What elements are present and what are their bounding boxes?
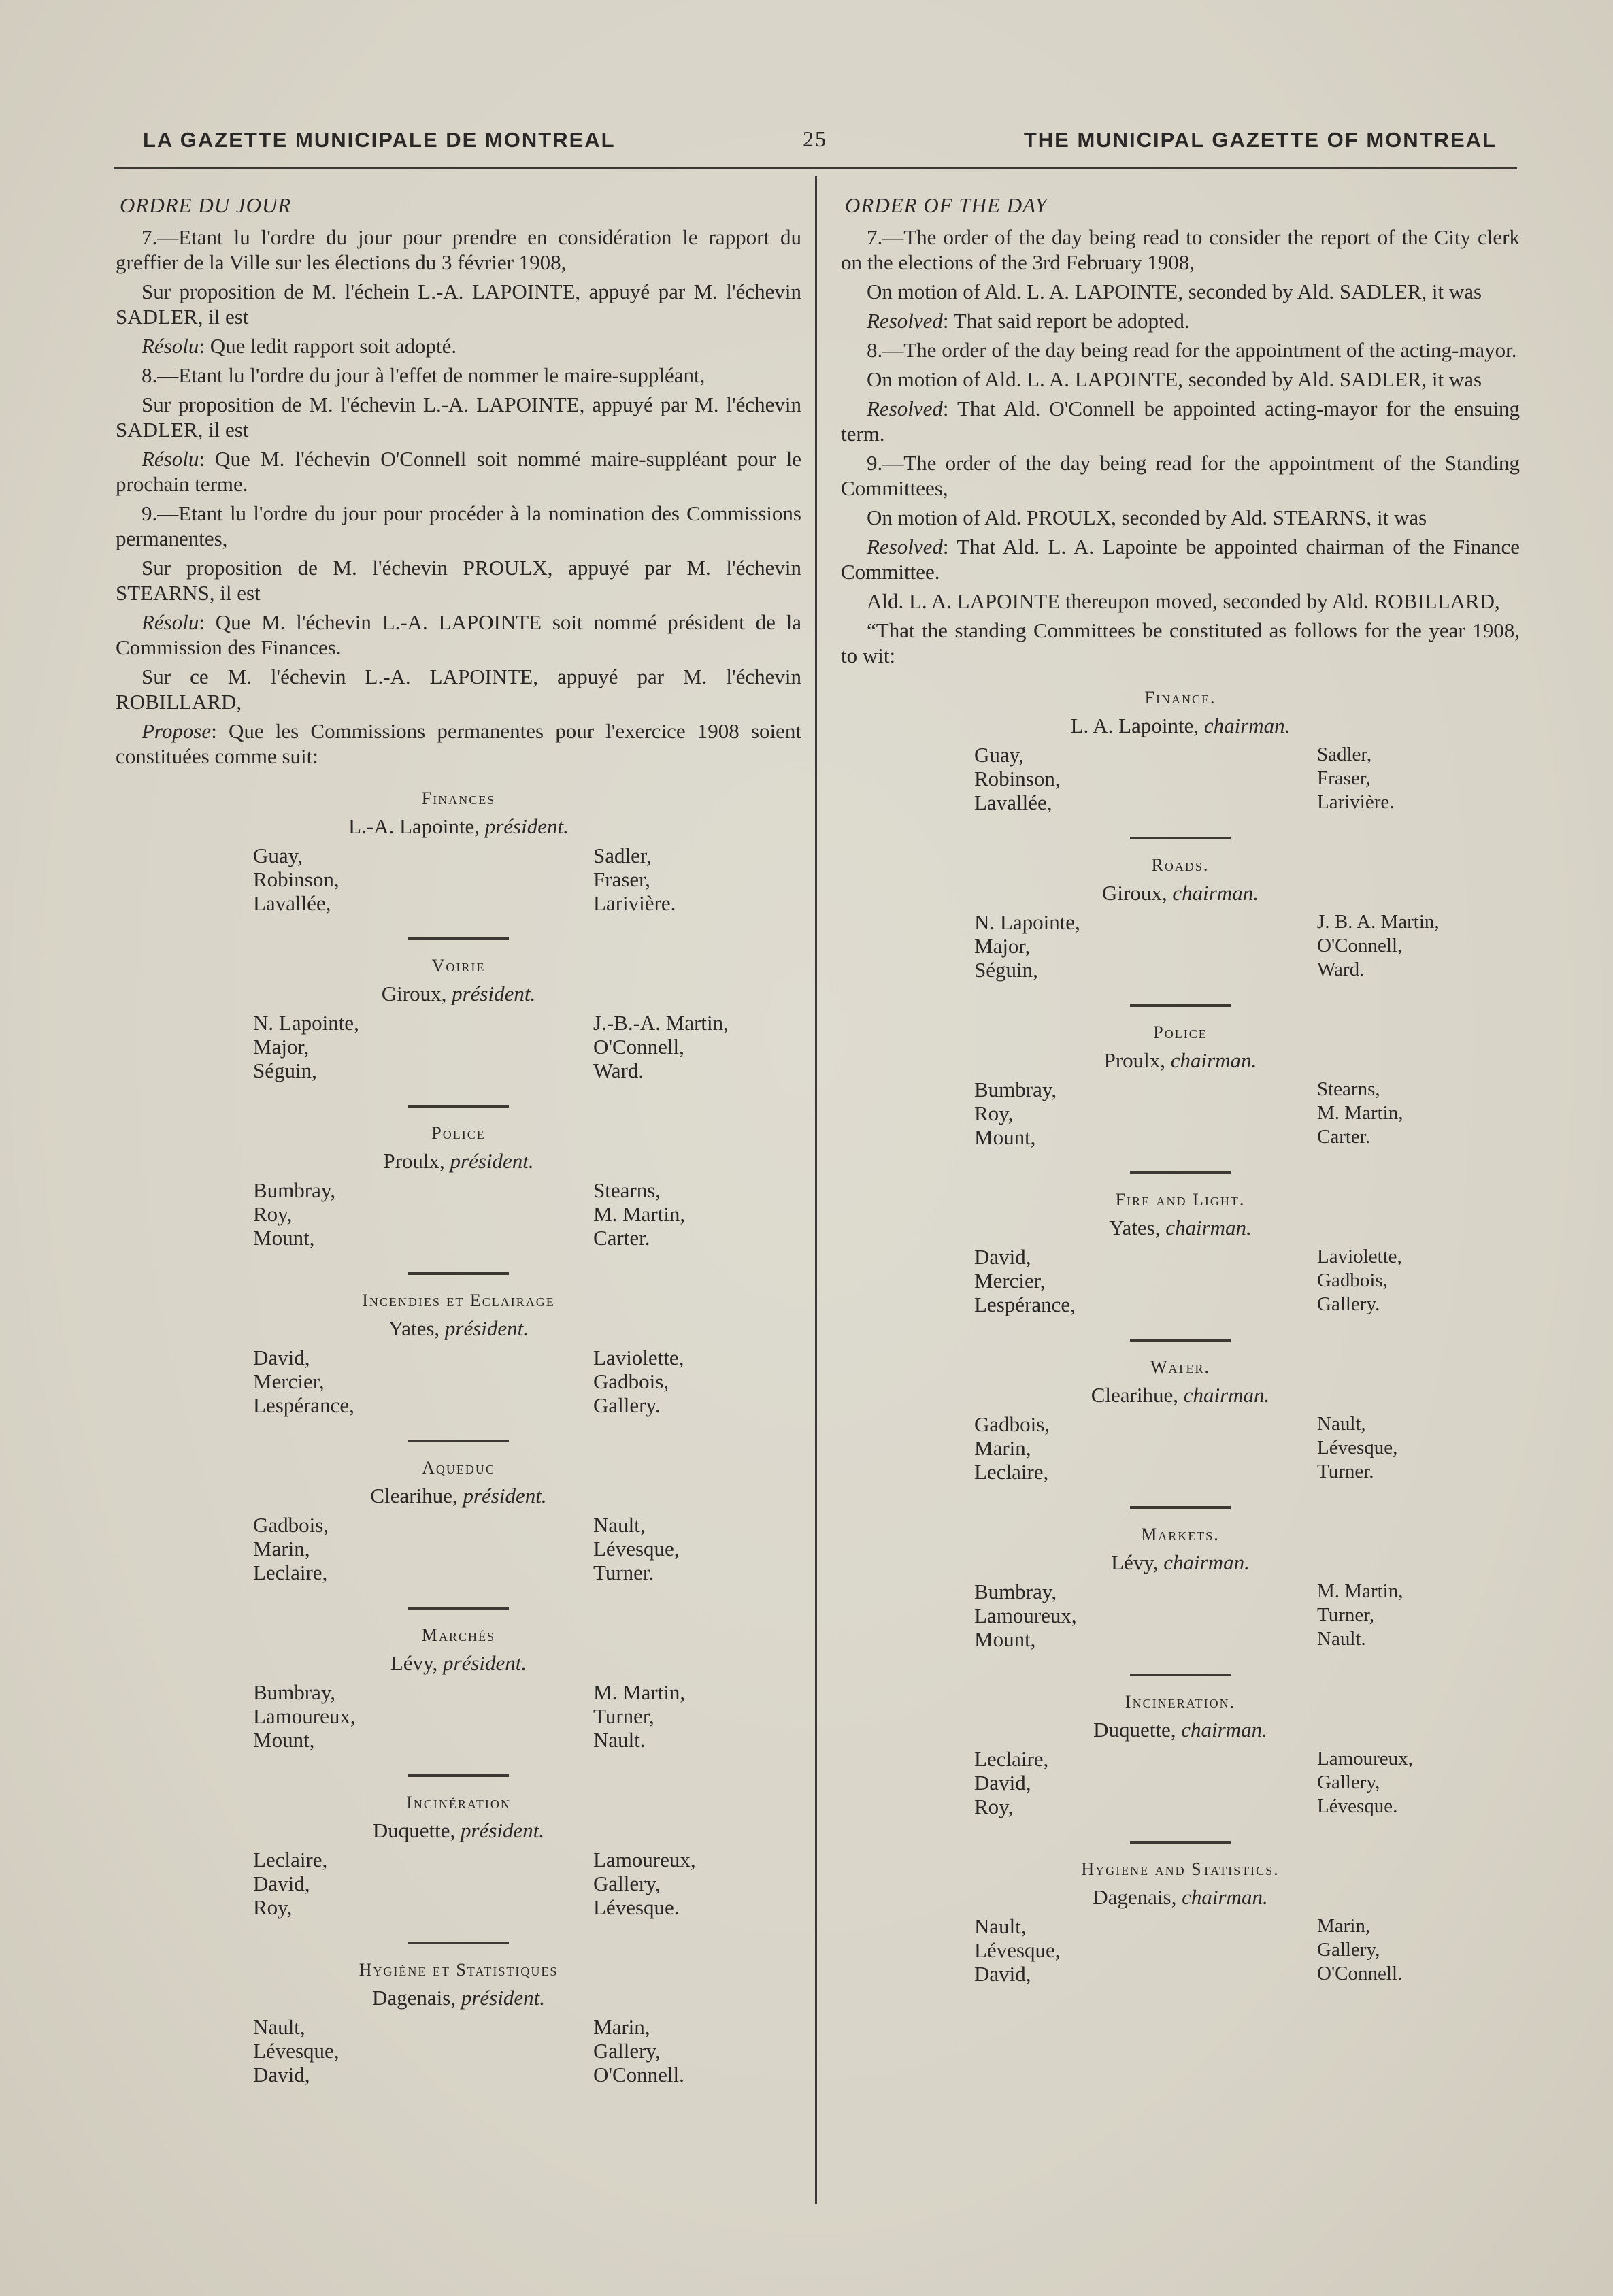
committee-chair: Lévy, chairman. <box>1111 1550 1250 1574</box>
member-name: Sadler, <box>1317 744 1372 765</box>
member-name: David, <box>974 1771 1031 1795</box>
members-column-left <box>253 1680 356 1752</box>
committee-chair: Giroux, président. <box>381 982 536 1005</box>
member-name: Lespérance, <box>253 1393 354 1417</box>
committee-chair: Yates, président. <box>388 1316 529 1340</box>
member-name: N. Lapointe, <box>974 910 1080 934</box>
member-name: Lévesque, <box>974 1938 1061 1962</box>
members-column-left <box>974 1580 1077 1651</box>
committee-block <box>116 1622 801 1777</box>
header-french-title: LA GAZETTE MUNICIPALE DE MONTREAL <box>143 128 616 152</box>
committee-separator <box>1130 1841 1231 1844</box>
member-name: Robinson, <box>253 867 339 891</box>
committee-block <box>841 1688 1520 1844</box>
member-name: Leclaire, <box>974 1460 1049 1484</box>
committee-members <box>841 1744 1520 1825</box>
members-column-right <box>1317 1914 1402 1986</box>
member-name: Lévesque, <box>253 2039 339 2063</box>
committee-name: Aqueduc <box>422 1458 495 1478</box>
member-name: Ward. <box>1317 959 1365 980</box>
member-name: Roy, <box>974 1101 1014 1125</box>
member-name: Gadbois, <box>974 1412 1050 1436</box>
en-para-resolved-2: Resolved: That Ald. O'Connell be appointed acting-mayor for the ensuing term. <box>841 397 1520 446</box>
member-name: O'Connell, <box>1317 935 1403 956</box>
page-number: 25 <box>803 127 827 151</box>
en-para-that: “That the standing Committees be constituted as follows for the year 1908, to wit: <box>841 618 1520 667</box>
member-name: J.-B.-A. Martin, <box>593 1011 729 1035</box>
en-committee-list <box>841 684 1520 1992</box>
committee-members <box>116 841 801 921</box>
committee-name: Hygiene and Statistics. <box>1081 1859 1280 1879</box>
member-name: Leclaire, <box>974 1747 1049 1771</box>
members-column-left <box>974 1245 1076 1316</box>
members-column-right <box>1317 1747 1413 1818</box>
member-name: Stearns, <box>593 1178 661 1202</box>
member-name: Larivière. <box>1317 791 1395 813</box>
running-head <box>143 128 1497 162</box>
members-column-right <box>593 1848 696 1919</box>
member-name: Gallery. <box>1317 1293 1380 1315</box>
committee-chair: Lévy, président. <box>390 1651 527 1675</box>
member-name: Lamoureux, <box>974 1603 1077 1627</box>
member-name: Ward. <box>593 1059 644 1082</box>
fr-para-motion-4: Sur ce M. l'échevin L.-A. LAPOINTE, appuyé par M. l'échevin ROBILLARD, <box>116 665 801 714</box>
member-name: Turner, <box>1317 1604 1374 1626</box>
member-name: Marin, <box>253 1537 310 1561</box>
member-name: Nault, <box>253 2015 305 2039</box>
member-name: Larivière. <box>593 891 676 915</box>
committee-members <box>116 1845 801 1925</box>
member-name: Marin, <box>1317 1915 1371 1937</box>
english-column <box>841 193 1520 1992</box>
committee-block <box>116 1789 801 1944</box>
member-name: Bumbray, <box>253 1680 336 1704</box>
committee-members <box>841 1242 1520 1322</box>
committee-members <box>116 1176 801 1256</box>
committee-chair: Yates, chairman. <box>1109 1216 1252 1239</box>
member-name: Turner. <box>1317 1461 1374 1482</box>
member-name: Laviolette, <box>1317 1246 1402 1267</box>
members-column-left <box>253 2015 339 2086</box>
member-name: Roy, <box>253 1895 293 1919</box>
member-name: Gallery, <box>593 1871 661 1895</box>
committee-chair: Giroux, chairman. <box>1102 881 1259 905</box>
committee-members <box>841 1410 1520 1490</box>
member-name: Mount, <box>974 1627 1036 1651</box>
en-para-motion-1: On motion of Ald. L. A. LAPOINTE, seconded by Ald. SADLER, it was <box>867 280 1482 303</box>
committee-members <box>841 1912 1520 1992</box>
committee-name: Roads. <box>1151 855 1210 875</box>
members-column-left <box>253 1346 354 1417</box>
members-column-left <box>253 1011 359 1082</box>
committee-name: Police <box>431 1123 486 1143</box>
committee-separator <box>1130 1339 1231 1342</box>
committee-name: Hygiène et Statistiques <box>359 1960 559 1980</box>
committee-separator <box>408 937 509 940</box>
members-column-right <box>593 1178 685 1250</box>
french-column <box>116 193 801 2093</box>
committee-members <box>841 1577 1520 1657</box>
member-name: Major, <box>974 934 1031 958</box>
member-name: Bumbray, <box>974 1580 1057 1603</box>
committee-members <box>841 908 1520 988</box>
committee-separator <box>1130 1004 1231 1007</box>
committee-name: Finance. <box>1144 688 1216 708</box>
committee-separator <box>408 1774 509 1777</box>
committee-separator <box>408 1440 509 1442</box>
en-para-resolved-3: Resolved: That Ald. L. A. Lapointe be appointed chairman of the Finance Committee. <box>841 535 1520 584</box>
committee-name: Police <box>1153 1022 1208 1042</box>
member-name: Fraser, <box>1317 767 1371 789</box>
member-name: Leclaire, <box>253 1561 328 1584</box>
member-name: Leclaire, <box>253 1848 328 1871</box>
fr-para-motion-2: Sur proposition de M. l'échevin L.-A. LAPOINTE, appuyé par M. l'échevin SADLER, il est <box>116 393 801 442</box>
member-name: Lavallée, <box>974 791 1052 814</box>
members-column-right <box>1317 743 1395 814</box>
committee-members <box>116 1343 801 1423</box>
member-name: Sadler, <box>593 844 652 867</box>
member-name: Lévesque, <box>1317 1437 1398 1459</box>
members-column-right <box>593 1011 729 1082</box>
committee-name: Incendies et Eclairage <box>362 1291 555 1310</box>
member-name: Lamoureux, <box>593 1848 696 1871</box>
member-name: Nault, <box>1317 1413 1366 1435</box>
members-column-right <box>1317 1078 1403 1149</box>
members-column-right <box>1317 910 1440 982</box>
member-name: Nault, <box>593 1513 646 1537</box>
committee-separator <box>1130 1674 1231 1676</box>
committee-chair: Proulx, président. <box>383 1149 534 1173</box>
members-column-right <box>593 844 676 915</box>
member-name: N. Lapointe, <box>253 1011 359 1035</box>
member-name: Bumbray, <box>253 1178 336 1202</box>
member-name: Nault, <box>974 1914 1027 1938</box>
fr-para-9: 9.—Etant lu l'ordre du jour pour procéder à la nomination des Commissions permanentes, <box>116 501 801 550</box>
member-name: Nault. <box>1317 1628 1366 1650</box>
member-name: Turner. <box>593 1561 654 1584</box>
members-column-right <box>593 2015 684 2086</box>
member-name: Guay, <box>253 844 303 867</box>
member-name: Gallery, <box>593 2039 661 2063</box>
member-name: Lamoureux, <box>253 1704 356 1728</box>
member-name: Carter. <box>593 1226 650 1250</box>
fr-para-7: 7.—Etant lu l'ordre du jour pour prendre en considération le rapport du greffier de la Ville sur les élections du 3 février 1908, <box>116 225 801 274</box>
committee-members <box>116 1008 801 1088</box>
member-name: Lévesque, <box>593 1537 680 1561</box>
fr-para-motion-1: Sur proposition de M. l'échein L.-A. LAPOINTE, appuyé par M. l'échevin SADLER, il est <box>116 280 801 329</box>
committee-chair: Dagenais, président. <box>372 1986 545 2010</box>
en-para-9: 9.—The order of the day being read for the appointment of the Standing Committees, <box>841 451 1520 500</box>
committee-block <box>841 1856 1520 1992</box>
committee-separator <box>408 1105 509 1108</box>
committee-block <box>841 1019 1520 1174</box>
committee-chair: Duquette, chairman. <box>1093 1718 1267 1742</box>
members-column-left <box>253 1513 329 1584</box>
en-para-motion-4: Ald. L. A. LAPOINTE thereupon moved, seconded by Ald. ROBILLARD, <box>867 589 1500 613</box>
committee-chair: Dagenais, chairman. <box>1093 1885 1268 1909</box>
committee-name: Fire and Light. <box>1115 1190 1246 1210</box>
committee-block <box>841 852 1520 1007</box>
members-column-right <box>1317 1580 1403 1651</box>
members-column-right <box>1317 1245 1402 1316</box>
member-name: O'Connell, <box>593 1035 684 1059</box>
member-name: Lamoureux, <box>1317 1748 1413 1769</box>
committee-name: Water. <box>1150 1357 1211 1377</box>
committee-chair: L. A. Lapointe, chairman. <box>1070 714 1291 737</box>
committee-members <box>116 1678 801 1758</box>
committee-name: Incineration. <box>1125 1692 1236 1712</box>
committee-members <box>116 2012 801 2093</box>
members-column-left <box>974 1078 1057 1149</box>
member-name: Robinson, <box>974 767 1061 791</box>
member-name: M. Martin, <box>1317 1580 1403 1602</box>
committee-separator <box>408 1272 509 1275</box>
member-name: O'Connell. <box>1317 1963 1403 1984</box>
committee-name: Finances <box>421 788 496 808</box>
member-name: Major, <box>253 1035 310 1059</box>
member-name: Marin, <box>593 2015 650 2039</box>
member-name: Mercier, <box>974 1269 1046 1293</box>
committee-chair: Proulx, chairman. <box>1103 1048 1257 1072</box>
en-para-8: 8.—The order of the day being read for the appointment of the acting-mayor. <box>867 338 1517 362</box>
committee-block <box>116 1120 801 1275</box>
en-para-motion-2: On motion of Ald. L. A. LAPOINTE, seconded by Ald. SADLER, it was <box>867 367 1482 391</box>
member-name: David, <box>253 2063 310 2086</box>
committee-name: Incinération <box>406 1793 511 1812</box>
members-column-left <box>974 1914 1061 1986</box>
fr-para-resolu-2: Résolu: Que M. l'échevin O'Connell soit nommé maire-suppléant pour le prochain terme. <box>116 447 801 496</box>
member-name: Carter. <box>1317 1126 1371 1148</box>
member-name: Gallery, <box>1317 1939 1380 1961</box>
member-name: Lévesque. <box>1317 1795 1398 1817</box>
member-name: Marin, <box>974 1436 1031 1460</box>
member-name: David, <box>974 1245 1031 1269</box>
member-name: Stearns, <box>1317 1078 1380 1100</box>
en-para-resolved-1: Resolved: That said report be adopted. <box>867 309 1190 333</box>
committee-name: Markets. <box>1141 1525 1220 1544</box>
member-name: David, <box>974 1962 1031 1986</box>
members-column-right <box>593 1346 684 1417</box>
member-name: Mount, <box>253 1226 315 1250</box>
member-name: Lévesque. <box>593 1895 680 1919</box>
member-name: Mercier, <box>253 1369 325 1393</box>
member-name: Bumbray, <box>974 1078 1057 1101</box>
members-column-right <box>593 1513 680 1584</box>
committee-chair: Duquette, président. <box>372 1818 545 1842</box>
member-name: Roy, <box>974 1795 1014 1818</box>
members-column-left <box>974 910 1080 982</box>
fr-para-8: 8.—Etant lu l'ordre du jour à l'effet de nommer le maire-suppléant, <box>142 363 705 387</box>
committee-block <box>116 1957 801 2093</box>
members-column-right <box>1317 1412 1397 1484</box>
committee-chair: Clearihue, chairman. <box>1091 1383 1270 1407</box>
members-column-left <box>253 1178 335 1250</box>
members-column-left <box>974 743 1061 814</box>
committee-block <box>116 952 801 1108</box>
member-name: Lespérance, <box>974 1293 1076 1316</box>
committee-chair: Clearihue, président. <box>370 1484 547 1508</box>
member-name: Roy, <box>253 1202 293 1226</box>
member-name: Mount, <box>974 1125 1036 1149</box>
member-name: Séguin, <box>253 1059 317 1082</box>
member-name: Fraser, <box>593 867 650 891</box>
member-name: Gadbois, <box>1317 1269 1388 1291</box>
committee-members <box>841 1075 1520 1155</box>
committee-separator <box>1130 1506 1231 1509</box>
member-name: Gadbois, <box>593 1369 669 1393</box>
fr-para-motion-3: Sur proposition de M. l'échevin PROULX, appuyé par M. l'échevin STEARNS, il est <box>116 556 801 605</box>
member-name: M. Martin, <box>593 1202 686 1226</box>
english-section-title: ORDER OF THE DAY <box>845 193 1048 217</box>
member-name: M. Martin, <box>593 1680 686 1704</box>
committee-block <box>841 1521 1520 1676</box>
committee-separator <box>408 1942 509 1944</box>
fr-para-propose: Propose: Que les Commissions permanentes pour l'exercice 1908 soient constituées comme suit: <box>116 719 801 768</box>
en-para-motion-3: On motion of Ald. PROULX, seconded by Ald. STEARNS, it was <box>867 505 1427 529</box>
member-name: Lavallée, <box>253 891 331 915</box>
member-name: Nault. <box>593 1728 646 1752</box>
member-name: Gallery. <box>593 1393 661 1417</box>
committee-members <box>841 740 1520 820</box>
fr-committee-list <box>116 785 801 2093</box>
members-column-left <box>253 1848 327 1919</box>
committee-name: Marchés <box>421 1625 496 1645</box>
committee-separator <box>408 1607 509 1610</box>
member-name: J. B. A. Martin, <box>1317 911 1440 933</box>
member-name: David, <box>253 1871 310 1895</box>
french-section-title: ORDRE DU JOUR <box>120 193 292 217</box>
member-name: Gadbois, <box>253 1513 329 1537</box>
committee-block <box>841 1186 1520 1342</box>
member-name: Mount, <box>253 1728 315 1752</box>
en-para-7: 7.—The order of the day being read to consider the report of the City clerk on the elections of the 3rd February 1908, <box>841 225 1520 274</box>
fr-para-resolu-3: Résolu: Que M. l'échevin L.-A. LAPOINTE soit nommé président de la Commission des Finances. <box>116 610 801 659</box>
members-column-left <box>253 844 339 915</box>
committee-chair: L.-A. Lapointe, président. <box>348 814 569 838</box>
committee-members <box>116 1510 801 1591</box>
committee-separator <box>1130 837 1231 839</box>
members-column-left <box>974 1412 1050 1484</box>
committee-block <box>841 1354 1520 1509</box>
committee-separator <box>1130 1171 1231 1174</box>
committee-block <box>841 684 1520 839</box>
members-column-right <box>593 1680 685 1752</box>
committee-block <box>116 785 801 940</box>
member-name: Guay, <box>974 743 1024 767</box>
member-name: M. Martin, <box>1317 1102 1403 1124</box>
header-rule <box>114 167 1517 169</box>
column-divider <box>815 176 817 2204</box>
member-name: Turner, <box>593 1704 654 1728</box>
member-name: O'Connell. <box>593 2063 684 2086</box>
committee-block <box>116 1287 801 1442</box>
committee-name: Voirie <box>431 956 486 976</box>
member-name: David, <box>253 1346 310 1369</box>
header-english-title: THE MUNICIPAL GAZETTE OF MONTREAL <box>1023 128 1497 152</box>
members-column-left <box>974 1747 1048 1818</box>
committee-block <box>116 1454 801 1610</box>
member-name: Gallery, <box>1317 1771 1380 1793</box>
fr-para-resolu-1: Résolu: Que ledit rapport soit adopté. <box>142 334 457 358</box>
member-name: Laviolette, <box>593 1346 684 1369</box>
member-name: Séguin, <box>974 958 1038 982</box>
